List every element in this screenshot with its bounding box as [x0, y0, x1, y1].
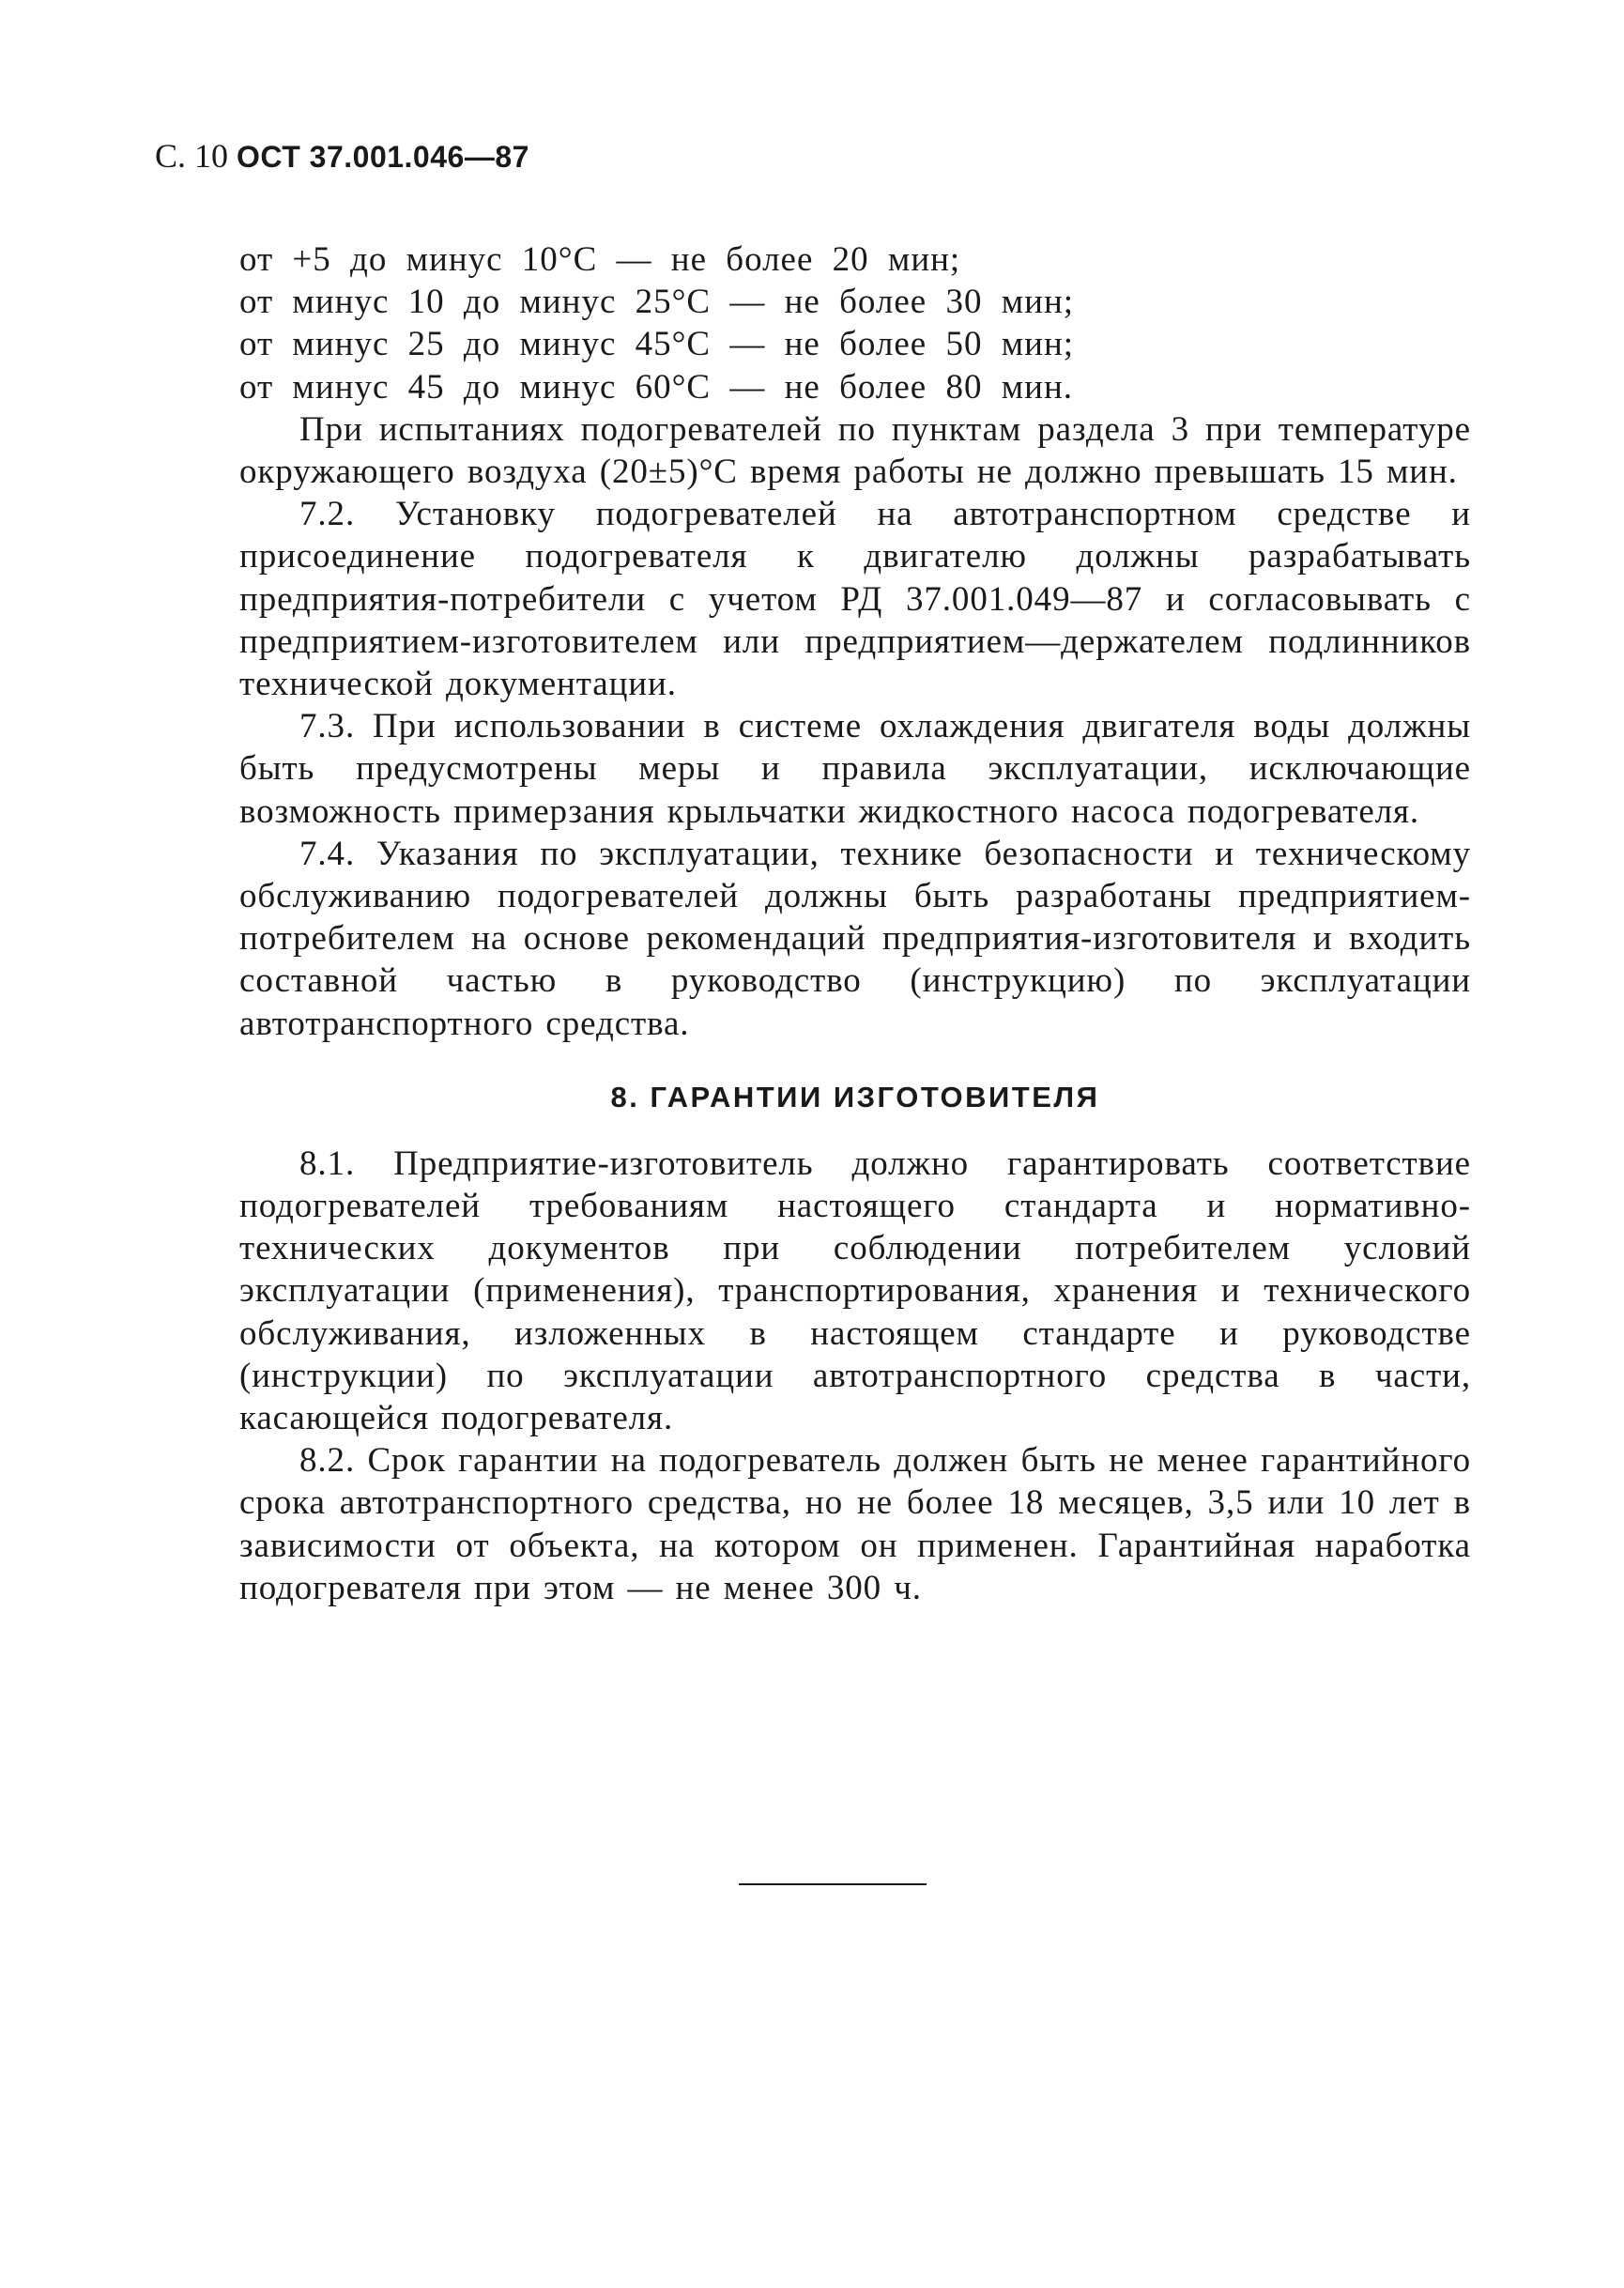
paragraph-7-3: 7.3. При использовании в системе охлаждения двигателя воды должны быть предусмотрены меры и правила эксплуатации, исключающие возможность примерзания крыльчатки жидкостного насоса подогревателя. — [239, 707, 1471, 831]
temperature-list-item: от минус 25 до минус 45°С — не более 50 мин; — [239, 325, 1075, 364]
paragraph-7-4: 7.4. Указания по эксплуатации, технике безопасности и техническому обслуживанию подогревателей должны быть разработаны предприятием-потребителем на основе рекомендаций предприятия-изготовителя и входить составной частью в руководство (инструкцию) по эксплуатации автотранспортного средства. — [239, 834, 1471, 1043]
page-content — [239, 238, 1471, 1609]
paragraph-8-2: 8.2. Срок гарантии на подогреватель должен быть не менее гарантийного срока автотранспортного средства, но не более 18 месяцев, 3,5 или 10 лет в зависимости от объекта, на котором он применен. Гарантийная наработка подогревателя при этом — не менее 300 ч. — [239, 1441, 1471, 1607]
temperature-list-item: от минус 10 до минус 25°С — не более 30 мин; — [239, 283, 1075, 322]
test-duration-paragraph: При испытаниях подогревателей по пунктам раздела 3 при температуре окружающего воздуха (20±5)°С время работы не должно превышать 15 мин. — [239, 409, 1471, 492]
page-number: С. 10 — [155, 137, 229, 175]
section-8-title: 8. ГАРАНТИИ ИЗГОТОВИТЕЛЯ — [610, 1080, 1100, 1113]
temperature-list-item: от минус 45 до минус 60°С — не более 80 мин. — [239, 367, 1073, 407]
paragraph-8-1: 8.1. Предприятие-изготовитель должно гарантировать соответствие подогревателей требованиям настоящего стандарта и нормативно-технических документов при соблюдении потребителем условий эксплуатации (применения), транспортирования, хранения и технического обслуживания, изложенных в настоящем стандарте и руководстве (инструкции) по эксплуатации автотранспортного средства в части, касающейся подогревателя. — [239, 1144, 1471, 1438]
page-header — [155, 135, 529, 177]
temperature-list — [239, 238, 1471, 408]
paragraph-7-2: 7.2. Установку подогревателей на автотранспортном средстве и присоединение подогревателя к двигателю должны разрабатывать предприятия-потребители с учетом РД 37.001.049—87 и согласовывать с предприятием-изготовителем или предприятием—держателем подлинников технической документации. — [239, 495, 1471, 704]
temperature-list-item: от +5 до минус 10°С — не более 20 мин; — [239, 240, 961, 279]
standard-code: ОСТ 37.001.046—87 — [237, 140, 529, 174]
end-of-document-rule — [739, 1883, 927, 1885]
